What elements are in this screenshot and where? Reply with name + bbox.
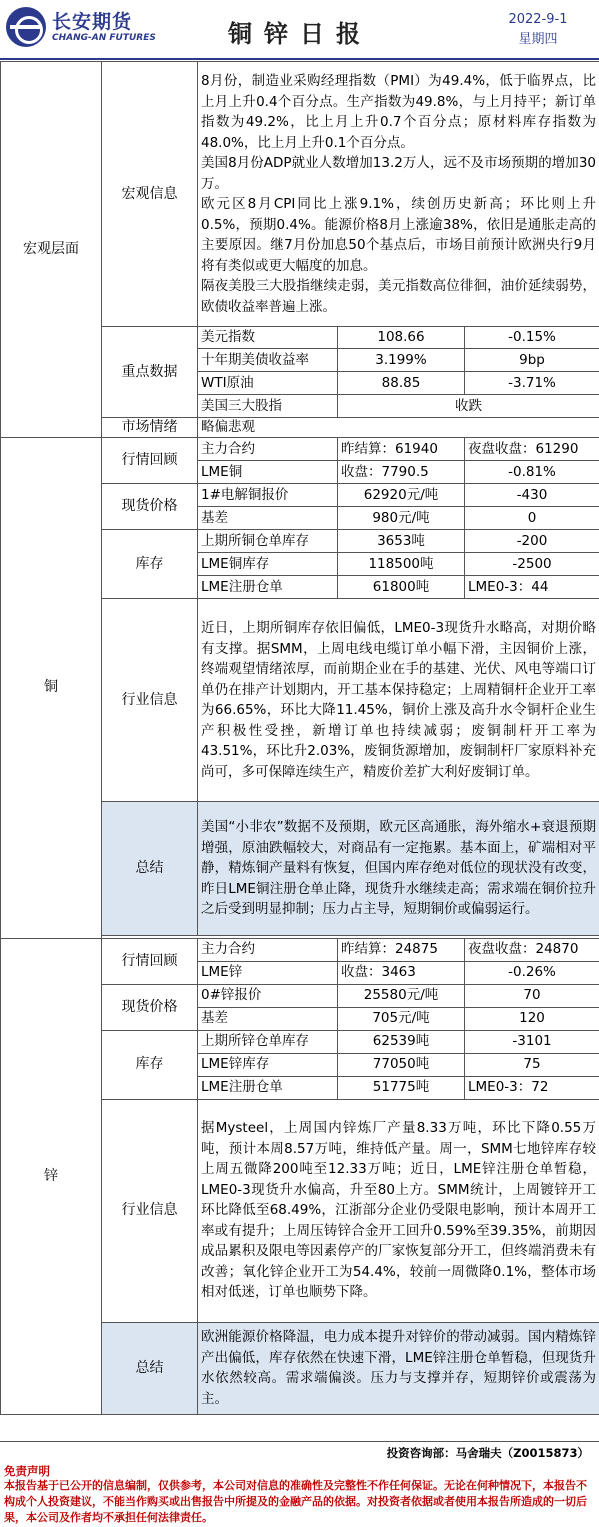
zinc-review-cell: 夜盘收盘：24870: [465, 938, 599, 961]
key-data-value: 3.199%: [338, 349, 465, 372]
report-date: 2022-9-1: [508, 12, 568, 27]
contact-line: 投资咨询部：马舍瑞夫（Z0015873）: [0, 1441, 599, 1461]
company-logo: [6, 5, 156, 51]
us-stocks-name: 美国三大股指: [198, 395, 338, 418]
logo-emblem-icon: [6, 7, 46, 47]
copper-spot-cell: -430: [465, 484, 599, 507]
key-data-name: 美元指数: [198, 327, 338, 349]
macro-key-label: 重点数据: [102, 327, 198, 418]
zinc-industry-label: 行业信息: [102, 1099, 198, 1322]
copper-review-cell: LME铜: [198, 461, 338, 484]
copper-review-cell: -0.81%: [465, 461, 599, 484]
report-date-block: [488, 10, 588, 50]
zinc-spot-cell: 25580元/吨: [338, 984, 465, 1007]
key-data-name: WTI原油: [198, 372, 338, 395]
key-data-change: 9bp: [465, 349, 599, 372]
copper-review-label: 行情回顾: [102, 438, 198, 484]
copper-inventory-cell: 3653吨: [338, 530, 465, 553]
key-data-value: 108.66: [338, 327, 465, 349]
copper-review-cell: 昨结算：61940: [338, 438, 465, 461]
zinc-inventory-cell: 上期所锌仓单库存: [198, 1030, 338, 1053]
copper-inventory-cell: 118500吨: [338, 553, 465, 576]
copper-spot-cell: 62920元/吨: [338, 484, 465, 507]
disclaimer-title: 免责声明: [4, 1464, 50, 1478]
copper-inventory-cell: LME注册仓单: [198, 576, 338, 599]
zinc-spot-cell: 基差: [198, 1007, 338, 1030]
us-stocks-value: 收跌: [338, 395, 599, 418]
macro-paragraph: 欧元区8月CPI同比上涨9.1%，续创历史新高；环比则上升0.5%，预期0.4%。能源价格8月上涨逾38%，依旧是通胀走高的主要原因。继7月份加息50个基点后，市场目前预计欧洲央行9月将有类似或更大幅度的加息。: [201, 196, 597, 274]
zinc-inventory-cell: 77050吨: [338, 1053, 465, 1076]
copper-inventory-cell: -2500: [465, 553, 599, 576]
zinc-inventory-cell: 75: [465, 1053, 599, 1076]
sentiment-label: 市场情绪: [102, 418, 198, 438]
zinc-inventory-cell: 62539吨: [338, 1030, 465, 1053]
copper-inventory-label: 库存: [102, 530, 198, 599]
zinc-review-label: 行情回顾: [102, 938, 198, 984]
zinc-spot-cell: 0#锌报价: [198, 984, 338, 1007]
key-data-change: -0.15%: [465, 327, 599, 349]
zinc-inventory-cell: -3101: [465, 1030, 599, 1053]
zinc-inventory-cell: LME0-3：72: [465, 1076, 599, 1099]
zinc-review-cell: 收盘：3463: [338, 961, 465, 984]
copper-spot-label: 现货价格: [102, 484, 198, 530]
copper-inventory-cell: LME铜库存: [198, 553, 338, 576]
copper-industry-text: 近日，上期所铜库存依旧偏低，LME0-3现货升水略高，对期价略有支撑。据SMM，上周电线电缆订单小幅下滑，主因铜价上涨，终端观望情绪浓厚，而前期企业在手的基建、光伏、风电等端口订单仍在排产计划期内，开工基本保持稳定；上周精铜杆企业开工率为66.65%，环比大降11.45%，铜价上涨及高升水令铜杆企业生产积极性受挫，新增订单也持续减弱；废铜制杆开工率为43.51%，环比升2.03%，废铜货源增加，废铜制杆厂家原料补充尚可，多可保障连续生产，精废价差扩大利好废铜订单。: [198, 599, 599, 802]
report-weekday: 星期四: [518, 32, 558, 47]
copper-spot-cell: 0: [465, 507, 599, 530]
zinc-spot-cell: 70: [465, 984, 599, 1007]
macro-paragraph: 隔夜美股三大股指继续走弱，美元指数高位徘徊，油价延续弱势，欧债收益率普遍上涨。: [201, 278, 597, 315]
copper-summary-label: 总结: [102, 802, 198, 936]
key-data-change: -3.71%: [465, 372, 599, 395]
disclaimer-text: 本报告基于已公开的信息编制，仅供参考，本公司对信息的准确性及完整性不作任何保证。无论在何种情况下，本报告不构成个人投资建议，不能当作购买或出售报告中所提及的金融产品的依据。对投资者依据或者使用本报告所造成的一切后果，本公司及作者均不承担任何法律责任。: [4, 1479, 587, 1524]
copper-inventory-cell: 61800吨: [338, 576, 465, 599]
copper-review-cell: 收盘：7790.5: [338, 461, 465, 484]
zinc-summary-text: 欧洲能源价格降温，电力成本提升对锌价的带动减弱。国内精炼锌产出偏低，库存依然在快速下滑，LME锌注册仓单暂稳，但现货升水依然较高。需求端偏淡。压力与支撑并存，短期锌价或震荡为主。: [198, 1322, 599, 1414]
copper-inventory-cell: 上期所铜仓单库存: [198, 530, 338, 553]
report-title: 铜锌日报: [228, 20, 372, 48]
zinc-inventory-cell: LME注册仓单: [198, 1076, 338, 1099]
zinc-inventory-cell: LME锌库存: [198, 1053, 338, 1076]
report-table: [0, 61, 599, 1415]
zinc-spot-cell: 705元/吨: [338, 1007, 465, 1030]
zinc-review-cell: -0.26%: [465, 961, 599, 984]
macro-info-label: 宏观信息: [102, 62, 198, 327]
zinc-inventory-cell: 51775吨: [338, 1076, 465, 1099]
copper-review-cell: 夜盘收盘：61290: [465, 438, 599, 461]
zinc-review-cell: 主力合约: [198, 938, 338, 961]
copper-inventory-cell: LME0-3：44: [465, 576, 599, 599]
copper-inventory-cell: -200: [465, 530, 599, 553]
zinc-review-cell: LME锌: [198, 961, 338, 984]
copper-summary-text: 美国“小非农”数据不及预期，欧元区高通胀，海外缩水+衰退预期增强，原油跌幅较大，对商品有一定拖累。基本面上，矿端相对平静，精炼铜产量料有恢复，但国内库存绝对低位的现状没有改变，昨日LME铜注册仓单止降，现货升水继续走高；需求端在铜价拉升之后受到明显抑制；压力占主导，短期铜价或偏弱运行。: [198, 802, 599, 936]
logo-english-name: CHANG-AN FUTURES: [52, 33, 156, 43]
copper-spot-cell: 1#电解铜报价: [198, 484, 338, 507]
zinc-inventory-label: 库存: [102, 1030, 198, 1099]
zinc-spot-label: 现货价格: [102, 984, 198, 1030]
copper-industry-label: 行业信息: [102, 599, 198, 802]
macro-paragraph: 美国8月份ADP就业人数增加13.2万人，远不及市场预期的增加30万。: [201, 155, 597, 192]
key-data-name: 十年期美债收益率: [198, 349, 338, 372]
zinc-review-cell: 昨结算：24875: [338, 938, 465, 961]
key-data-value: 88.85: [338, 372, 465, 395]
copper-review-cell: 主力合约: [198, 438, 338, 461]
section-copper: 铜: [1, 438, 102, 939]
logo-chinese-name: 长安期货: [52, 11, 133, 33]
copper-spot-cell: 基差: [198, 507, 338, 530]
zinc-spot-cell: 120: [465, 1007, 599, 1030]
zinc-industry-text: 据Mysteel，上周国内锌炼厂产量8.33万吨，环比下降0.55万吨，预计本周8.57万吨，维持低产量。周一，SMM七地锌库存较上周五微降200吨至12.33万吨；近日，LME锌注册仓单暂稳，LME0-3现货升水偏高，升至80上方。SMM统计，上周镀锌开工环比降低至68.49%，江浙部分企业仍受限电影响，预计本周开工率或有提升；上周压铸锌合金开工回升0.59%至39.35%，前期因成品累积及限电等因素停产的厂家恢复部分开工，但终端消费未有改善；氧化锌企业开工为54.4%，较前一周微降0.1%，整体市场相对低迷，订单也顺势下降。: [198, 1099, 599, 1322]
report-header: [0, 0, 599, 60]
copper-spot-cell: 980元/吨: [338, 507, 465, 530]
macro-paragraph: 8月份，制造业采购经理指数（PMI）为49.4%，低于临界点，比上月上升0.4个百分点。生产指数为49.8%，与上月持平；新订单指数为49.2%，比上月上升0.7个百分点；原材料库存指数为48.0%，比上月上升0.1个百分点。: [201, 73, 597, 151]
zinc-summary-label: 总结: [102, 1322, 198, 1414]
section-macro: 宏观层面: [1, 62, 102, 438]
section-zinc: 锌: [1, 938, 102, 1414]
sentiment-value: 略偏悲观: [198, 418, 599, 438]
macro-info-text: [198, 62, 599, 327]
